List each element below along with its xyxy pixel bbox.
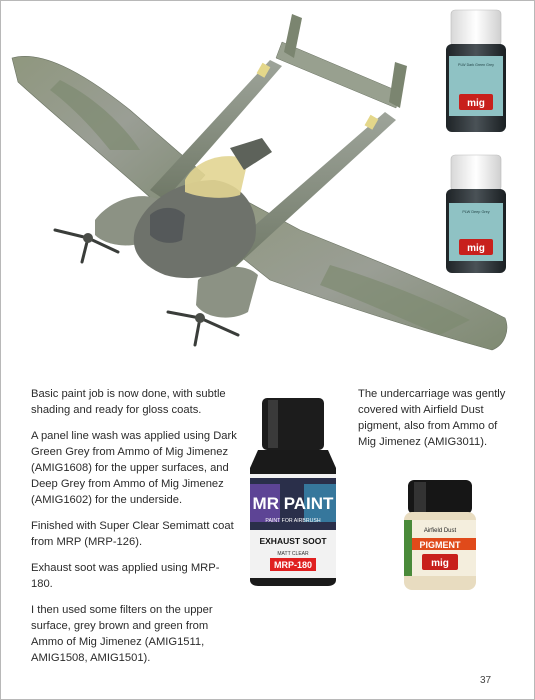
paragraph-3: Finished with Super Clear Semimatt coat from MRP (MRP-126). (31, 520, 234, 548)
paragraph-1: Basic paint job is now done, with subtle shading and ready for gloss coats. (31, 388, 226, 416)
mrp-brand-text: MR PAINT (252, 494, 334, 513)
paragraph-6: The undercarriage was gently covered with Airfield Dust pigment, also from Ammo of Mig Jimenez (AMIG3011). (358, 388, 506, 448)
mig-logo-2: mig (467, 243, 485, 254)
paragraph-5: I then used some filters on the upper surface, grey brown and green from Ammo of Mig Jimenez (AMIG1511, AMIG1508, AMIG1501). (31, 604, 213, 664)
wash-jar-2-label: PLW Deep Grey (462, 210, 490, 214)
mrp-name: EXHAUST SOOT (259, 536, 327, 546)
pigment-type: PIGMENT (419, 540, 461, 550)
wash-jar-dark-green-grey (446, 10, 506, 132)
paragraph-2: A panel line wash was applied using Dark Green Grey from Ammo of Mig Jimenez (AMIG1608) for the upper surfaces, and Deep Grey from Ammo of Mig Jimenez (AMIG1602) for the underside. (31, 430, 237, 506)
mig-logo-1: mig (467, 98, 485, 109)
mig-logo-3: mig (431, 558, 449, 569)
paragraph-4: Exhaust soot was applied using MRP-180. (31, 562, 220, 590)
mrp-bottle (244, 398, 342, 588)
pigment-label: Airfield Dust (423, 528, 457, 534)
mrp-code: MRP-180 (273, 560, 313, 570)
pigment-jar (400, 480, 480, 592)
page-number: 37 (480, 675, 492, 686)
wash-jar-1-label: PLW Dark Green Grey (458, 63, 494, 67)
right-text-column (358, 386, 508, 460)
mrp-tagline: PAINT FOR AIRBRUSH (265, 518, 321, 524)
mrp-finish: MATT CLEAR (277, 551, 309, 557)
wash-jar-deep-grey (446, 155, 506, 273)
left-text-column (31, 386, 241, 676)
